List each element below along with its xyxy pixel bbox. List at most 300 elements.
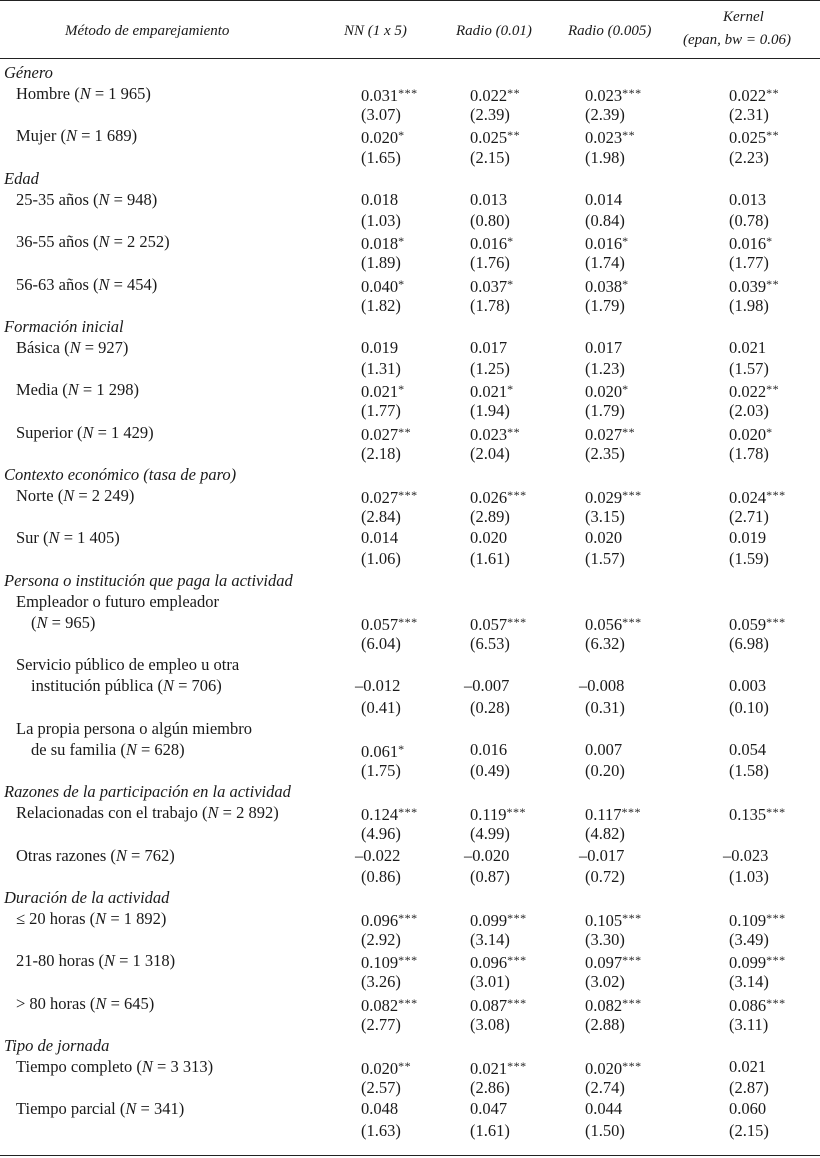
t-statistic: (3.14) bbox=[729, 972, 769, 992]
t-statistic: (4.82) bbox=[585, 824, 625, 844]
estimate-number: 0.135 bbox=[729, 805, 767, 825]
estimate-number: 0.014 bbox=[361, 528, 399, 548]
row-label-count: = 2 892) bbox=[218, 803, 279, 823]
estimate-number: –0.022 bbox=[355, 845, 401, 865]
estimate-value bbox=[729, 485, 786, 508]
estimate-value bbox=[585, 908, 642, 931]
estimate-value bbox=[361, 908, 418, 931]
estimate-number: 0.027 bbox=[361, 424, 399, 444]
estimate-number: 0.057 bbox=[361, 614, 399, 634]
t-statistic: (0.72) bbox=[585, 866, 625, 886]
t-statistic: (0.84) bbox=[585, 211, 625, 231]
estimate-number: 0.097 bbox=[585, 953, 623, 973]
header-rule bbox=[0, 58, 820, 59]
significance-stars: *** bbox=[622, 995, 642, 1010]
row-label-count: = 1 405) bbox=[59, 528, 120, 548]
estimate-value bbox=[470, 1056, 527, 1079]
significance-stars: *** bbox=[766, 911, 786, 925]
row-label bbox=[16, 231, 170, 252]
row-label-n: N bbox=[125, 739, 137, 759]
estimate-value bbox=[361, 1098, 398, 1119]
row-label-n: N bbox=[162, 676, 174, 696]
estimate-value bbox=[585, 189, 622, 210]
t-statistic: (1.78) bbox=[729, 443, 769, 463]
estimate-number: –0.023 bbox=[723, 845, 769, 865]
row-label-line1: Empleador o futuro empleador bbox=[16, 591, 219, 611]
row-label bbox=[16, 274, 157, 295]
significance-stars: ** bbox=[766, 276, 780, 291]
estimate-number: 0.026 bbox=[470, 488, 508, 507]
t-statistic: (1.74) bbox=[585, 253, 625, 273]
estimate-value bbox=[470, 337, 507, 358]
significance-stars: * bbox=[622, 234, 629, 249]
t-statistic: (2.18) bbox=[361, 443, 401, 463]
estimate-value bbox=[470, 527, 507, 548]
estimate-number: 0.061 bbox=[361, 741, 399, 761]
row-label-count: = 628) bbox=[136, 739, 185, 759]
t-statistic: (3.07) bbox=[361, 105, 401, 125]
t-statistic: (2.87) bbox=[729, 1078, 769, 1098]
row-label-n: N bbox=[98, 189, 110, 209]
estimate-value bbox=[470, 739, 507, 760]
estimate-value bbox=[361, 379, 405, 402]
header-nn: NN (1 x 5) bbox=[344, 23, 407, 39]
significance-stars: * bbox=[507, 234, 514, 249]
row-label-count: = 762) bbox=[126, 845, 175, 865]
estimate-number: 0.020 bbox=[585, 528, 623, 548]
header-radio-001: Radio (0.01) bbox=[456, 23, 532, 39]
estimate-value bbox=[585, 274, 629, 297]
group-title: Formación inicial bbox=[4, 316, 124, 336]
estimate-value bbox=[585, 1056, 642, 1079]
row-label-count: = 1 298) bbox=[78, 380, 139, 400]
row-label-text: Superior ( bbox=[16, 422, 83, 442]
estimate-number: 0.019 bbox=[729, 528, 767, 548]
estimate-value bbox=[361, 83, 418, 106]
significance-stars: * bbox=[622, 382, 629, 397]
t-statistic: (1.25) bbox=[470, 359, 510, 379]
row-label bbox=[16, 83, 151, 104]
t-statistic: (1.79) bbox=[585, 295, 625, 315]
estimate-number: 0.021 bbox=[470, 1059, 508, 1079]
row-label-text: ≤ 20 horas ( bbox=[16, 909, 96, 928]
estimate-value bbox=[361, 527, 398, 548]
t-statistic: (2.39) bbox=[470, 105, 510, 125]
row-label-n: N bbox=[69, 337, 81, 357]
estimate-number: –0.012 bbox=[355, 676, 401, 696]
estimate-number: 0.031 bbox=[361, 86, 399, 106]
row-label-count: = 706) bbox=[174, 676, 222, 696]
estimate-number: 0.056 bbox=[585, 614, 623, 634]
t-statistic: (4.99) bbox=[470, 824, 510, 844]
t-statistic: (1.76) bbox=[470, 253, 510, 273]
significance-stars: *** bbox=[622, 614, 642, 629]
estimate-number: –0.008 bbox=[579, 676, 625, 696]
t-statistic: (2.03) bbox=[729, 401, 769, 421]
estimate-value bbox=[729, 274, 779, 297]
t-statistic: (6.32) bbox=[585, 634, 625, 654]
estimate-number: 0.059 bbox=[729, 614, 767, 634]
estimate-number: 0.060 bbox=[729, 1099, 767, 1119]
significance-stars: * bbox=[398, 234, 405, 249]
row-label bbox=[16, 125, 137, 146]
estimate-value bbox=[361, 274, 405, 297]
estimate-number: 0.021 bbox=[361, 382, 399, 402]
t-statistic: (2.23) bbox=[729, 147, 769, 167]
row-label-count: = 1 429) bbox=[93, 422, 154, 442]
row-label bbox=[16, 422, 154, 443]
t-statistic: (0.28) bbox=[470, 697, 510, 717]
t-statistic: (2.92) bbox=[361, 930, 401, 950]
significance-stars: * bbox=[766, 424, 773, 439]
estimate-value bbox=[470, 950, 527, 973]
estimate-value bbox=[585, 422, 635, 445]
row-label-n: N bbox=[98, 232, 110, 252]
row-label-n: N bbox=[65, 126, 77, 146]
t-statistic: (1.82) bbox=[361, 295, 401, 315]
estimate-number: 0.019 bbox=[361, 337, 399, 357]
t-statistic: (2.04) bbox=[470, 443, 510, 463]
estimate-number: 0.013 bbox=[729, 189, 767, 209]
estimate-number: 0.048 bbox=[361, 1099, 399, 1119]
estimate-value bbox=[729, 125, 779, 148]
estimate-value bbox=[729, 802, 786, 825]
estimate-number: 0.109 bbox=[361, 953, 399, 973]
t-statistic: (0.87) bbox=[470, 866, 510, 886]
estimate-value bbox=[470, 379, 514, 402]
estimate-value bbox=[729, 1056, 766, 1077]
estimate-value bbox=[361, 993, 418, 1016]
estimate-number: 0.016 bbox=[470, 739, 508, 759]
estimate-value bbox=[470, 422, 520, 445]
estimate-number: 0.003 bbox=[729, 676, 767, 696]
row-label bbox=[31, 675, 222, 696]
significance-stars: ** bbox=[507, 86, 521, 101]
row-label-count: = 1 689) bbox=[76, 126, 138, 146]
estimate-value bbox=[723, 845, 768, 866]
t-statistic: (1.77) bbox=[729, 253, 769, 273]
t-statistic: (1.03) bbox=[361, 211, 401, 231]
t-statistic: (2.15) bbox=[470, 147, 510, 167]
row-label-count: = 341) bbox=[136, 1099, 185, 1119]
estimate-number: 0.027 bbox=[361, 488, 399, 507]
estimate-number: 0.119 bbox=[470, 805, 507, 825]
estimate-number: 0.057 bbox=[470, 614, 508, 634]
estimate-number: 0.117 bbox=[585, 805, 622, 825]
estimate-number: 0.029 bbox=[585, 488, 623, 507]
significance-stars: *** bbox=[507, 911, 527, 925]
estimate-value bbox=[729, 739, 766, 760]
estimate-number: 0.021 bbox=[729, 1057, 767, 1077]
estimate-value bbox=[585, 1098, 622, 1119]
estimate-value bbox=[585, 950, 642, 973]
estimate-value bbox=[470, 189, 507, 210]
estimate-number: 0.020 bbox=[470, 528, 508, 548]
t-statistic: (1.23) bbox=[585, 359, 625, 379]
significance-stars: *** bbox=[766, 995, 786, 1010]
estimate-value bbox=[464, 845, 509, 866]
estimate-number: 0.020 bbox=[585, 1059, 623, 1079]
row-label-count: = 927) bbox=[80, 337, 129, 357]
row-label-count: = 1 318) bbox=[115, 951, 176, 971]
estimate-value bbox=[585, 379, 629, 402]
significance-stars: ** bbox=[622, 128, 636, 143]
estimate-value bbox=[729, 422, 773, 445]
significance-stars: *** bbox=[398, 805, 418, 820]
t-statistic: (0.10) bbox=[729, 697, 769, 717]
estimate-number: 0.020 bbox=[585, 382, 623, 402]
estimate-value bbox=[729, 337, 766, 358]
significance-stars: *** bbox=[507, 995, 527, 1010]
estimate-value bbox=[579, 675, 624, 696]
row-label-n: N bbox=[79, 84, 91, 104]
estimate-value bbox=[361, 1056, 411, 1079]
t-statistic: (1.78) bbox=[470, 295, 510, 315]
t-statistic: (3.02) bbox=[585, 972, 625, 992]
row-label-line1: La propia persona o algún miembro bbox=[16, 718, 252, 738]
t-statistic: (1.89) bbox=[361, 253, 401, 273]
significance-stars: *** bbox=[621, 805, 642, 820]
estimate-number: 0.054 bbox=[729, 739, 767, 759]
significance-stars: *** bbox=[766, 614, 786, 629]
row-label-count: = 1 965) bbox=[90, 84, 151, 104]
t-statistic: (1.58) bbox=[729, 760, 769, 780]
estimate-value bbox=[470, 993, 527, 1016]
estimate-value bbox=[361, 231, 405, 254]
significance-stars: * bbox=[622, 276, 629, 291]
row-label-text: Básica ( bbox=[16, 337, 70, 357]
estimate-number: 0.017 bbox=[470, 337, 508, 357]
estimate-number: 0.082 bbox=[585, 995, 623, 1015]
row-label bbox=[16, 1098, 184, 1119]
group-title: Duración de la actividad bbox=[4, 887, 170, 907]
t-statistic: (3.26) bbox=[361, 972, 401, 992]
header-kernel-params: (epan, bw = 0.06) bbox=[683, 32, 792, 48]
row-label-count: = 2 249) bbox=[74, 486, 135, 505]
t-statistic: (1.65) bbox=[361, 147, 401, 167]
estimate-value bbox=[579, 845, 624, 866]
estimate-number: 0.018 bbox=[361, 234, 399, 254]
estimate-number: –0.020 bbox=[464, 845, 510, 865]
row-label bbox=[16, 189, 157, 210]
group-title: Contexto económico (tasa de paro) bbox=[4, 464, 237, 484]
row-label-text: institución pública ( bbox=[31, 676, 163, 696]
t-statistic: (2.31) bbox=[729, 105, 769, 125]
t-statistic: (1.94) bbox=[470, 401, 510, 421]
estimate-number: –0.007 bbox=[464, 676, 510, 696]
t-statistic: (1.63) bbox=[361, 1120, 401, 1140]
significance-stars: *** bbox=[622, 911, 642, 925]
row-label-n: N bbox=[207, 803, 219, 823]
row-label-text: 56-63 años ( bbox=[16, 274, 99, 294]
t-statistic: (6.04) bbox=[361, 634, 401, 654]
t-statistic: (0.31) bbox=[585, 697, 625, 717]
estimate-number: 0.023 bbox=[470, 424, 508, 444]
estimate-number: 0.038 bbox=[585, 276, 623, 296]
row-label bbox=[16, 908, 166, 929]
significance-stars: *** bbox=[506, 805, 527, 820]
estimate-value bbox=[585, 125, 635, 148]
significance-stars: *** bbox=[766, 953, 786, 968]
estimate-value bbox=[729, 379, 779, 402]
header-kernel: Kernel bbox=[723, 9, 764, 25]
row-label-n: N bbox=[67, 380, 79, 400]
t-statistic: (1.75) bbox=[361, 760, 401, 780]
row-label-n: N bbox=[95, 909, 107, 928]
group-title: Persona o institución que paga la actividad bbox=[4, 570, 293, 590]
row-label-text: Norte ( bbox=[16, 486, 64, 505]
significance-stars: *** bbox=[507, 1059, 527, 1074]
significance-stars: *** bbox=[398, 488, 418, 502]
t-statistic: (0.20) bbox=[585, 760, 625, 780]
significance-stars: *** bbox=[398, 614, 418, 629]
estimate-value bbox=[361, 125, 405, 148]
estimate-number: 0.013 bbox=[470, 189, 508, 209]
estimate-value bbox=[470, 1098, 507, 1119]
t-statistic: (0.49) bbox=[470, 760, 510, 780]
row-label-n: N bbox=[63, 486, 75, 505]
estimate-number: 0.037 bbox=[470, 276, 508, 296]
group-title: Razones de la participación en la actividad bbox=[4, 782, 291, 802]
t-statistic: (2.89) bbox=[470, 507, 510, 527]
estimate-value bbox=[361, 337, 398, 358]
row-label-count: = 3 313) bbox=[152, 1057, 214, 1077]
estimate-value bbox=[729, 231, 773, 254]
estimate-number: 0.040 bbox=[361, 276, 399, 296]
significance-stars: *** bbox=[507, 488, 527, 502]
estimate-number: 0.099 bbox=[729, 953, 767, 973]
significance-stars: * bbox=[398, 276, 405, 291]
group-title: Género bbox=[4, 63, 53, 82]
estimate-number: 0.022 bbox=[729, 86, 767, 106]
t-statistic: (1.61) bbox=[470, 1120, 510, 1140]
t-statistic: (1.79) bbox=[585, 401, 625, 421]
group-title: Tipo de jornada bbox=[4, 1035, 110, 1055]
estimate-number: 0.124 bbox=[361, 805, 399, 825]
significance-stars: * bbox=[398, 741, 405, 756]
row-label bbox=[16, 993, 154, 1014]
significance-stars: *** bbox=[622, 86, 642, 101]
significance-stars: *** bbox=[398, 911, 418, 925]
t-statistic: (1.59) bbox=[729, 549, 769, 569]
estimate-number: 0.016 bbox=[585, 234, 623, 254]
row-label bbox=[16, 485, 134, 506]
estimate-value bbox=[361, 802, 418, 825]
estimate-value bbox=[585, 337, 622, 358]
significance-stars: * bbox=[766, 234, 773, 249]
estimate-value bbox=[361, 612, 418, 635]
row-label-n: N bbox=[48, 528, 60, 548]
row-label-count: = 965) bbox=[47, 612, 96, 632]
row-label bbox=[16, 379, 139, 400]
estimate-value bbox=[361, 189, 398, 210]
row-label-text: 25-35 años ( bbox=[16, 189, 99, 209]
row-label-text: Otras razones ( bbox=[16, 845, 116, 865]
estimate-number: 0.025 bbox=[470, 128, 508, 148]
row-label bbox=[16, 845, 175, 866]
estimate-number: 0.087 bbox=[470, 995, 508, 1015]
significance-stars: *** bbox=[398, 86, 418, 101]
estimate-value bbox=[470, 231, 514, 254]
significance-stars: *** bbox=[398, 995, 418, 1010]
significance-stars: * bbox=[507, 382, 514, 397]
estimate-number: 0.025 bbox=[729, 128, 767, 148]
t-statistic: (2.74) bbox=[585, 1078, 625, 1098]
estimate-number: 0.096 bbox=[470, 953, 508, 973]
estimate-value bbox=[729, 993, 786, 1016]
group-title: Edad bbox=[4, 168, 39, 188]
estimate-number: 0.082 bbox=[361, 995, 399, 1015]
t-statistic: (2.15) bbox=[729, 1120, 769, 1140]
header-radio-0005: Radio (0.005) bbox=[568, 23, 652, 39]
row-label bbox=[16, 1056, 213, 1077]
estimate-number: 0.044 bbox=[585, 1099, 623, 1119]
t-statistic: (2.77) bbox=[361, 1014, 401, 1034]
row-label-text: 36-55 años ( bbox=[16, 232, 99, 252]
significance-stars: *** bbox=[622, 1059, 642, 1074]
header-method: Método de emparejamiento bbox=[65, 23, 230, 39]
estimate-value bbox=[355, 845, 400, 866]
row-label-line1: Servicio público de empleo u otra bbox=[16, 655, 240, 675]
t-statistic: (6.98) bbox=[729, 634, 769, 654]
estimate-number: 0.039 bbox=[729, 276, 767, 296]
t-statistic: (2.71) bbox=[729, 507, 769, 527]
significance-stars: * bbox=[507, 276, 514, 291]
row-label-n: N bbox=[141, 1057, 153, 1077]
significance-stars: *** bbox=[507, 614, 527, 629]
estimate-number: 0.021 bbox=[470, 382, 508, 402]
estimate-number: 0.016 bbox=[470, 234, 508, 254]
significance-stars: *** bbox=[398, 953, 418, 968]
estimate-number: 0.016 bbox=[729, 234, 767, 254]
row-label bbox=[16, 337, 128, 358]
estimate-number: 0.105 bbox=[585, 911, 623, 930]
t-statistic: (2.84) bbox=[361, 507, 401, 527]
estimate-number: 0.020 bbox=[361, 128, 399, 148]
significance-stars: ** bbox=[766, 128, 780, 143]
t-statistic: (1.77) bbox=[361, 401, 401, 421]
estimate-value bbox=[729, 612, 786, 635]
row-label-count: = 1 892) bbox=[106, 909, 167, 928]
row-label-text: 21-80 horas ( bbox=[16, 951, 104, 971]
t-statistic: (3.11) bbox=[729, 1014, 769, 1034]
t-statistic: (0.78) bbox=[729, 211, 769, 231]
estimate-number: 0.024 bbox=[729, 488, 767, 507]
row-label-count: = 2 252) bbox=[109, 232, 170, 252]
row-label bbox=[16, 527, 120, 548]
row-label-n: N bbox=[95, 993, 107, 1013]
row-label-text: Tiempo completo ( bbox=[16, 1057, 142, 1077]
estimate-value bbox=[729, 189, 766, 210]
t-statistic: (3.49) bbox=[729, 930, 769, 950]
t-statistic: (0.41) bbox=[361, 697, 401, 717]
estimate-number: 0.007 bbox=[585, 739, 623, 759]
estimate-value bbox=[585, 993, 642, 1016]
significance-stars: ** bbox=[398, 1059, 412, 1074]
t-statistic: (2.57) bbox=[361, 1078, 401, 1098]
estimate-number: 0.017 bbox=[585, 337, 623, 357]
estimate-value bbox=[729, 83, 779, 106]
estimate-value bbox=[585, 83, 642, 106]
estimate-number: 0.022 bbox=[729, 382, 767, 402]
estimate-value bbox=[361, 485, 418, 508]
significance-stars: ** bbox=[507, 424, 521, 439]
estimate-value bbox=[355, 675, 400, 696]
estimate-number: 0.022 bbox=[470, 86, 508, 106]
top-rule bbox=[0, 0, 820, 1]
row-label-text: Sur ( bbox=[16, 528, 49, 548]
t-statistic: (2.86) bbox=[470, 1078, 510, 1098]
